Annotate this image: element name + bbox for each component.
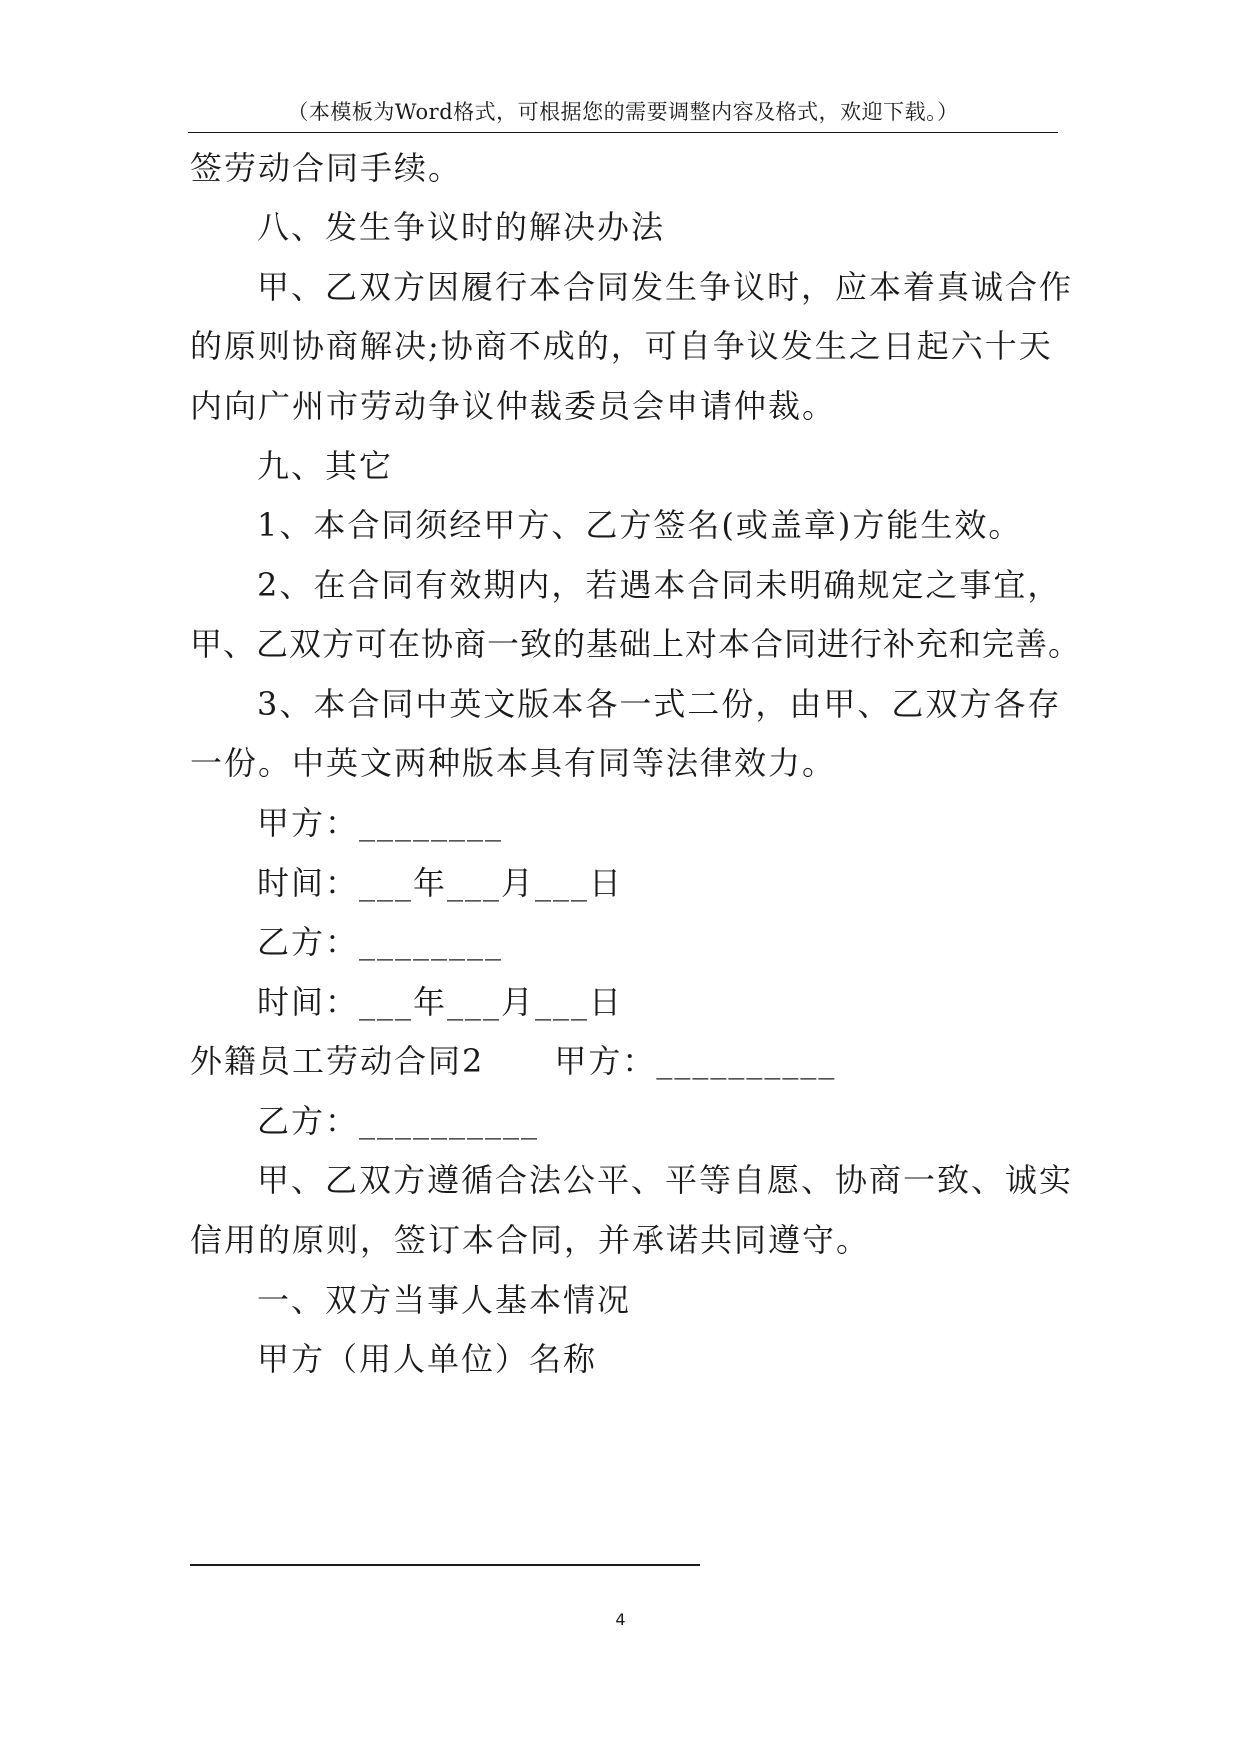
section-heading: 八、发生争议时的解决办法 — [257, 208, 666, 246]
paragraph-line: 2、在合同有效期内，若遇本合同未明确规定之事宜， — [257, 566, 1062, 604]
paragraph-line: 内向广州市劳动争议仲裁委员会申请仲裁。 — [190, 387, 837, 425]
signature-date-b: 时间：___年___月___日 — [257, 983, 624, 1021]
paragraph-line: 的原则协商解决;协商不成的，可自争议发生之日起六十天 — [190, 327, 1053, 365]
contract-title-line — [190, 1041, 836, 1081]
paragraph-line: 3、本合同中英文版本各一式二份，由甲、乙双方各存 — [257, 685, 1062, 723]
signature-party-b: 乙方：________ — [257, 923, 504, 961]
section-heading: 九、其它 — [257, 447, 394, 485]
paragraph-line: 签劳动合同手续。 — [190, 149, 463, 187]
paragraph-line: 甲、乙双方因履行本合同发生争议时，应本着真诚合作 — [257, 268, 1074, 306]
contract-title: 外籍员工劳动合同2 — [190, 1042, 485, 1080]
paragraph-line: 1、本合同须经甲方、乙方签名(或盖章)方能生效。 — [257, 506, 1023, 544]
paragraph-line: 甲方（用人单位）名称 — [257, 1340, 598, 1378]
page-number: 4 — [615, 1610, 626, 1629]
page-header: （本模板为Word格式，可根据您的需要调整内容及格式，欢迎下载。） — [287, 100, 959, 124]
signature-date-a: 时间：___年___月___日 — [257, 864, 624, 902]
header-rule — [188, 132, 1058, 133]
paragraph-line: 信用的原则，签订本合同，并承诺共同遵守。 — [190, 1221, 871, 1259]
paragraph-line: 甲、乙双方可在协商一致的基础上对本合同进行补充和完善。 — [190, 625, 1082, 663]
blank-fill-line — [190, 1564, 700, 1566]
party-b-field: 乙方：__________ — [257, 1102, 540, 1140]
signature-party-a: 甲方：________ — [257, 804, 504, 842]
paragraph-line: 一份。中英文两种版本具有同等法律效力。 — [190, 744, 837, 782]
paragraph-line: 甲、乙双方遵循合法公平、平等自愿、协商一致、诚实 — [257, 1161, 1074, 1199]
party-a-field: 甲方：__________ — [554, 1042, 837, 1080]
section-heading: 一、双方当事人基本情况 — [257, 1281, 632, 1319]
